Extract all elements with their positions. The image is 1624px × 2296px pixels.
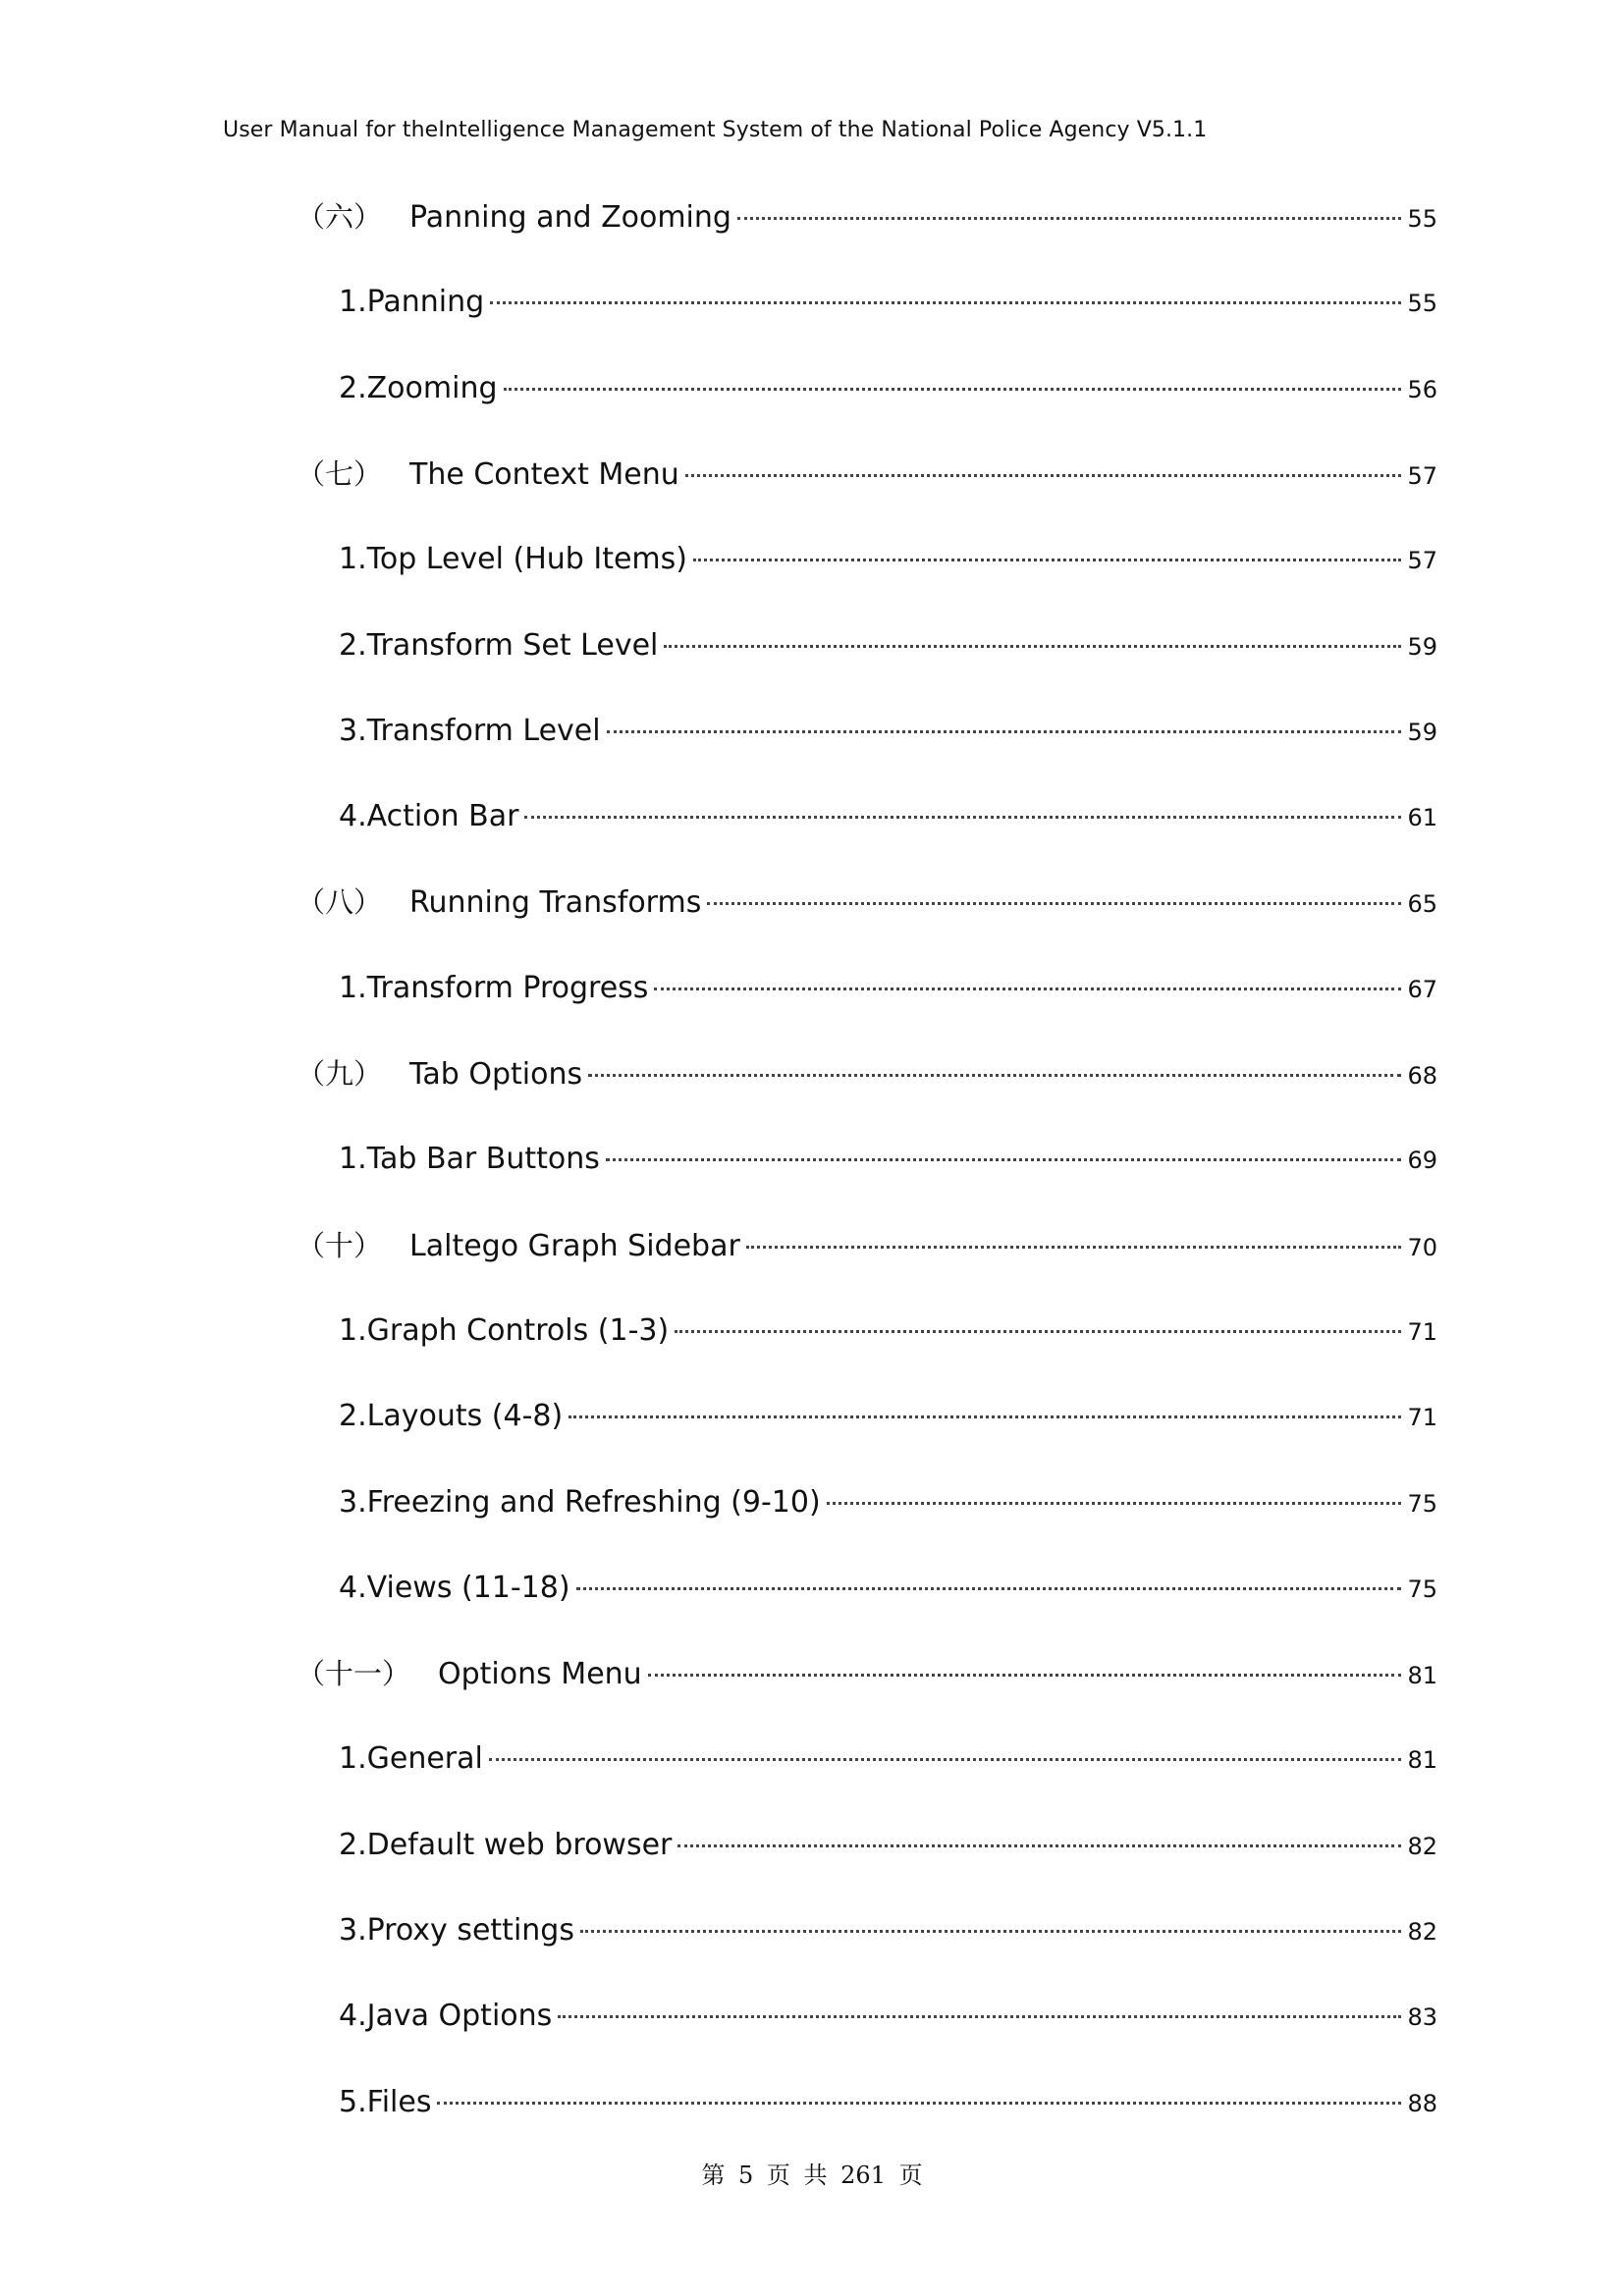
toc-dot-leader xyxy=(654,988,1401,990)
toc-section-entry[interactable] xyxy=(297,1222,1437,1269)
toc-entry-title: 3.Freezing and Refreshing (9-10) xyxy=(339,1485,821,1520)
toc-subsection-entry[interactable] xyxy=(339,1735,1437,1783)
page-header: User Manual for theIntelligence Management System of the National Police Agency V5.1.1 xyxy=(223,118,1208,142)
toc-entry-title: 1.Panning xyxy=(339,285,485,319)
toc-entry-title: 3.Transform Level xyxy=(339,714,601,748)
toc-page-number: 81 xyxy=(1407,1662,1437,1689)
toc-dot-leader xyxy=(558,2015,1401,2018)
toc-entry-title: 2.Zooming xyxy=(339,371,498,405)
toc-dot-leader xyxy=(504,388,1402,391)
toc-entry-title: 3.Proxy settings xyxy=(339,1913,574,1948)
toc-section-number: （六） xyxy=(297,200,383,234)
toc-page-number: 56 xyxy=(1407,376,1437,403)
toc-dot-leader xyxy=(606,1158,1402,1161)
toc-dot-leader xyxy=(677,1844,1401,1847)
toc-dot-leader xyxy=(580,1930,1401,1933)
toc-subsection-entry[interactable] xyxy=(339,1822,1437,1869)
toc-subsection-entry[interactable] xyxy=(339,1907,1437,1954)
toc-page-number: 75 xyxy=(1407,1490,1437,1518)
toc-subsection-entry[interactable] xyxy=(339,965,1437,1012)
toc-entry-title: Running Transforms xyxy=(409,885,702,920)
toc-dot-leader xyxy=(664,645,1401,648)
toc-page-number: 75 xyxy=(1407,1575,1437,1603)
toc-entry-title: 1.Tab Bar Buttons xyxy=(339,1142,600,1176)
toc-dot-leader xyxy=(568,1415,1401,1418)
toc-section-number: （十一） xyxy=(297,1657,411,1690)
toc-subsection-entry[interactable] xyxy=(339,708,1437,755)
toc-dot-leader xyxy=(524,816,1401,819)
toc-page-number: 65 xyxy=(1407,890,1437,918)
toc-section-number: （九） xyxy=(297,1057,383,1091)
toc-entry-title: 1.Graph Controls (1-3) xyxy=(339,1313,670,1348)
toc-dot-leader xyxy=(707,902,1401,905)
toc-page-number: 67 xyxy=(1407,976,1437,1003)
toc-dot-leader xyxy=(827,1502,1402,1505)
toc-dot-leader xyxy=(607,730,1402,733)
toc-dot-leader xyxy=(693,559,1401,561)
toc-entry-title: The Context Menu xyxy=(409,457,679,492)
toc-dot-leader xyxy=(437,2102,1401,2105)
toc-entry-title: 1.Top Level (Hub Items) xyxy=(339,542,687,576)
toc-entry-title: 5.Files xyxy=(339,2085,432,2119)
toc-page-number: 55 xyxy=(1407,290,1437,317)
toc-entry-title: 2.Transform Set Level xyxy=(339,628,659,663)
toc-entry-title: Options Menu xyxy=(438,1657,642,1691)
toc-subsection-entry[interactable] xyxy=(339,793,1437,840)
toc-entry-title: 1.General xyxy=(339,1741,483,1776)
toc-page-number: 59 xyxy=(1407,719,1437,746)
toc-subsection-entry[interactable] xyxy=(339,622,1437,669)
toc-subsection-entry[interactable] xyxy=(339,2079,1437,2126)
page-footer: 第 5 页 共 261 页 xyxy=(701,2162,923,2189)
toc-entry-title: 2.Default web browser xyxy=(339,1828,673,1862)
toc-dot-leader xyxy=(675,1330,1401,1333)
toc-subsection-entry[interactable] xyxy=(339,1393,1437,1440)
toc-page-number: 71 xyxy=(1407,1318,1437,1346)
toc-entry-title: Panning and Zooming xyxy=(409,200,731,235)
toc-page-number: 59 xyxy=(1407,633,1437,661)
toc-entry-title: 2.Layouts (4-8) xyxy=(339,1399,564,1433)
toc-section-number: （十） xyxy=(297,1229,383,1262)
toc-dot-leader xyxy=(737,217,1402,220)
toc-page-number: 68 xyxy=(1407,1062,1437,1090)
toc-dot-leader xyxy=(489,1758,1402,1761)
toc-page-number: 57 xyxy=(1407,462,1437,490)
toc-subsection-entry[interactable] xyxy=(339,365,1437,412)
toc-subsection-entry[interactable] xyxy=(339,536,1437,583)
toc-page-number: 82 xyxy=(1407,1833,1437,1860)
toc-section-entry[interactable] xyxy=(297,879,1437,926)
toc-page-number: 70 xyxy=(1407,1234,1437,1261)
toc-page-number: 82 xyxy=(1407,1918,1437,1946)
toc-section-number: （八） xyxy=(297,885,383,919)
toc-page-number: 69 xyxy=(1407,1147,1437,1174)
toc-subsection-entry[interactable] xyxy=(339,1479,1437,1526)
toc-dot-leader xyxy=(576,1587,1402,1590)
toc-page-number: 88 xyxy=(1407,2090,1437,2117)
toc-subsection-entry[interactable] xyxy=(339,1308,1437,1355)
toc-dot-leader xyxy=(685,474,1402,477)
toc-entry-title: Laltego Graph Sidebar xyxy=(409,1229,740,1263)
toc-entry-title: 1.Transform Progress xyxy=(339,971,649,1005)
toc-section-entry[interactable] xyxy=(297,1650,1437,1697)
toc-entry-title: 4.Views (11-18) xyxy=(339,1571,570,1605)
toc-dot-leader xyxy=(648,1674,1402,1677)
toc-subsection-entry[interactable] xyxy=(339,1993,1437,2040)
toc-page-number: 57 xyxy=(1407,547,1437,574)
toc-subsection-entry[interactable] xyxy=(339,1565,1437,1612)
toc-page-number: 83 xyxy=(1407,2003,1437,2031)
toc-page-number: 55 xyxy=(1407,205,1437,233)
toc-section-entry[interactable] xyxy=(297,1050,1437,1097)
toc-section-entry[interactable] xyxy=(297,451,1437,498)
toc-section-entry[interactable] xyxy=(297,193,1437,240)
toc-dot-leader xyxy=(490,301,1401,304)
toc-entry-title: 4.Java Options xyxy=(339,1999,553,2033)
toc-page-number: 71 xyxy=(1407,1404,1437,1431)
toc-dot-leader xyxy=(588,1074,1401,1077)
toc-dot-leader xyxy=(746,1246,1402,1249)
toc-entry-title: Tab Options xyxy=(409,1057,583,1092)
toc-subsection-entry[interactable] xyxy=(339,1136,1437,1183)
toc-page-number: 81 xyxy=(1407,1746,1437,1774)
toc-section-number: （七） xyxy=(297,457,383,491)
toc-subsection-entry[interactable] xyxy=(339,279,1437,326)
toc-page-number: 61 xyxy=(1407,804,1437,831)
toc-entry-title: 4.Action Bar xyxy=(339,799,519,833)
